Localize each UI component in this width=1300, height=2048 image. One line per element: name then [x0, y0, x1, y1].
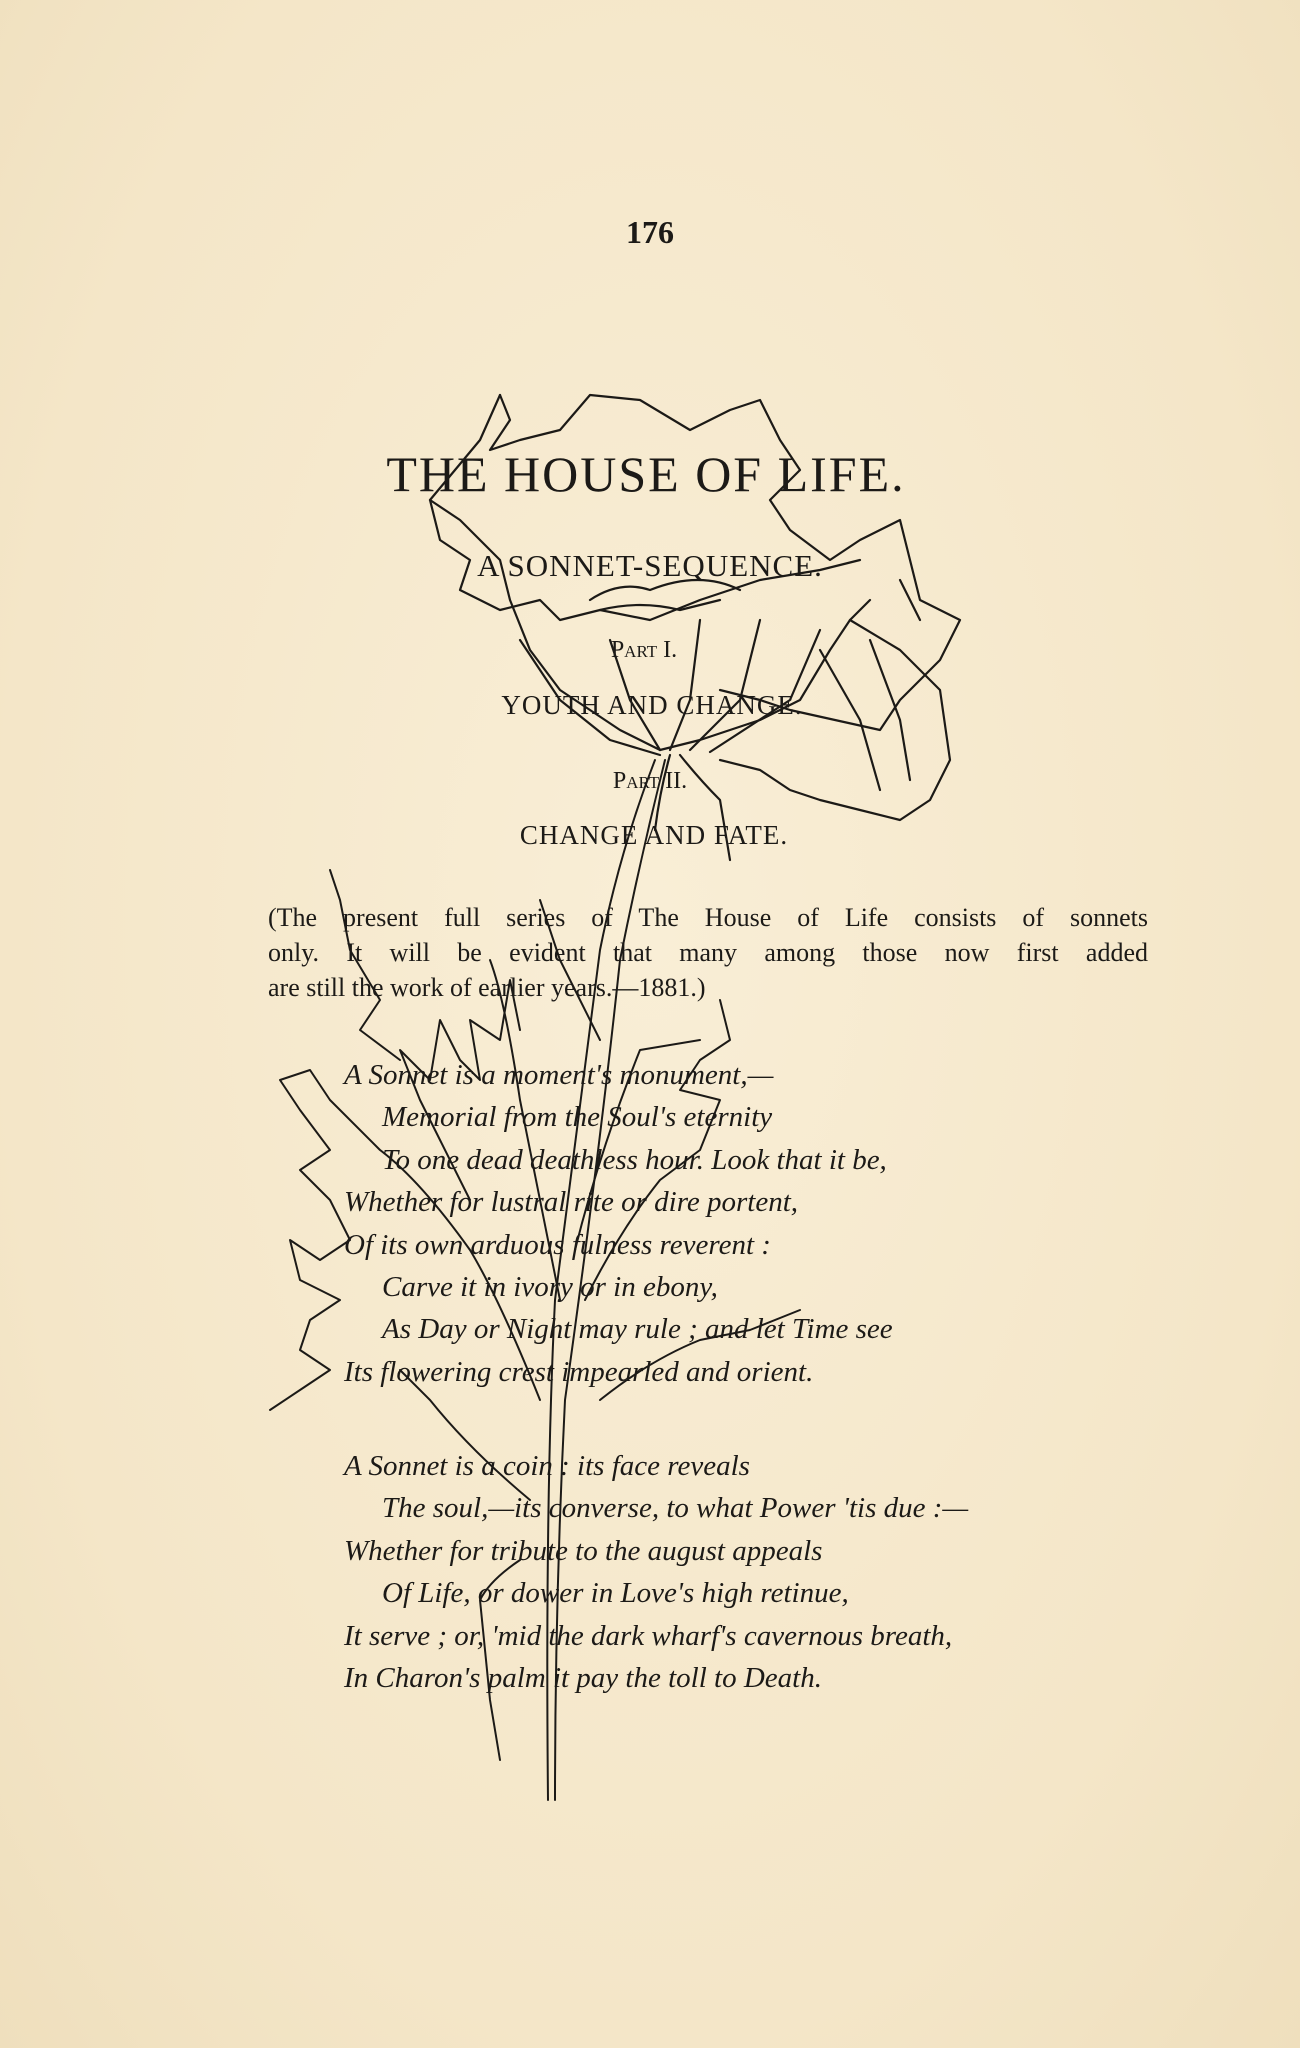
subtitle: A SONNET-SEQUENCE. — [477, 548, 823, 583]
verse-line: Of its own arduous fulness reverent : — [344, 1228, 771, 1261]
sonnet-stanza-1 — [344, 1054, 893, 1393]
verse-line: In Charon's palm it pay the toll to Death. — [344, 1662, 822, 1695]
editorial-note — [268, 900, 1148, 1005]
verse-line: As Day or Night may rule ; and let Time see — [382, 1313, 893, 1346]
part-2-title: CHANGE AND FATE. — [519, 820, 789, 850]
note-line: are still the work of earlier years.—1881.) — [268, 973, 706, 1002]
page-number: 176 — [626, 214, 674, 250]
verse-line: Carve it in ivory or in ebony, — [382, 1271, 718, 1304]
verse-line: Whether for tribute to the august appeals — [344, 1534, 823, 1567]
verse-line: The soul,—its converse, to what Power 'tis due :— — [382, 1492, 969, 1525]
verse-line: Its flowering crest impearled and orient. — [344, 1355, 814, 1388]
verse-line: Memorial from the Soul's eternity — [382, 1101, 773, 1134]
part-1-title: YOUTH AND CHANGE. — [501, 690, 803, 720]
verse-line: A Sonnet is a moment's monument,— — [344, 1059, 774, 1091]
verse-line: Whether for lustral rite or dire portent, — [344, 1186, 799, 1219]
sonnet-stanza-2 — [344, 1445, 968, 1699]
verse-line: It serve ; or, 'mid the dark wharf's cavernous breath, — [344, 1619, 953, 1652]
note-line: (The present full series of The House of Life consists of sonnets — [268, 903, 1148, 932]
note-line: only. It will be evident that many among those now first added — [268, 938, 1148, 967]
part-2-label: Part II. — [612, 768, 688, 794]
verse-line: To one dead deathless hour. Look that it be, — [382, 1143, 887, 1176]
verse-line: Of Life, or dower in Love's high retinue, — [382, 1577, 849, 1610]
part-1-label: Part I. — [610, 637, 678, 663]
page-title: THE HOUSE OF LIFE. — [386, 446, 906, 502]
verse-line: A Sonnet is a coin : its face reveals — [344, 1450, 750, 1482]
